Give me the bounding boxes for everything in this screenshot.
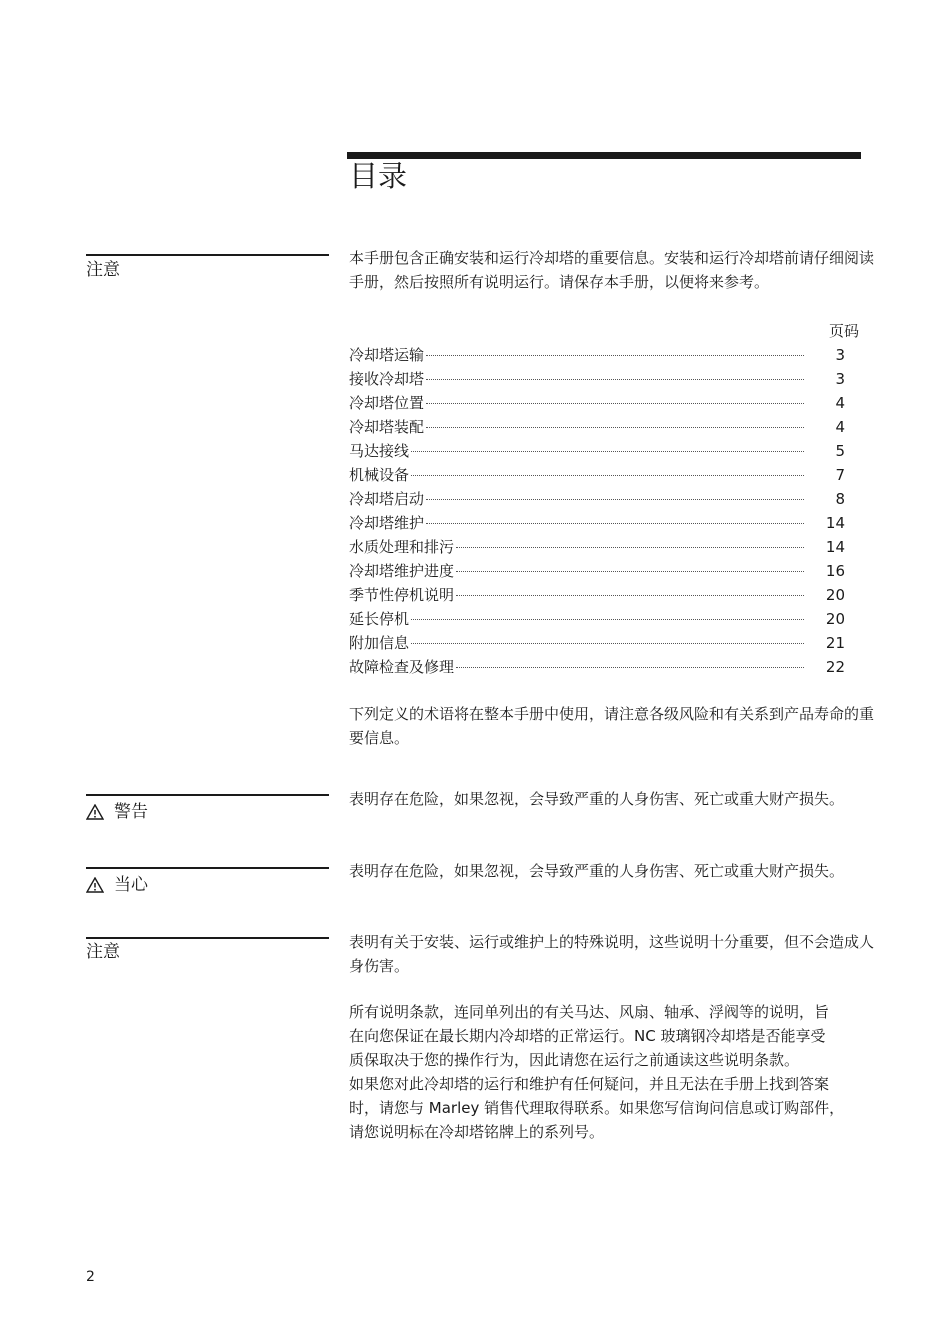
- toc-dot-leader: [411, 451, 804, 452]
- toc-dot-leader: [411, 475, 804, 476]
- toc-page-header: 页码: [829, 322, 860, 340]
- toc-dot-leader: [426, 355, 804, 356]
- toc-entry: [349, 343, 849, 367]
- notice-label-2: 注意: [86, 942, 120, 962]
- title-rule: [347, 152, 861, 159]
- toc-entry: [349, 511, 849, 535]
- toc-entry-page: 8: [835, 490, 845, 508]
- notice-text: 表明有关于安装、运行或维护上的特殊说明，这些说明十分重要，但不会造成人身伤害。: [349, 933, 875, 975]
- toc-entry-page: 20: [825, 586, 845, 604]
- intro-paragraph: 本手册包含正确安装和运行冷却塔的重要信息。安装和运行冷却塔前请仔细阅读手册，然后按照所有说明运行。请保存本手册，以便将来参考。: [349, 249, 875, 291]
- toc-dot-leader: [456, 595, 804, 596]
- caution-text: 表明存在危险，如果忽视，会导致严重的人身伤害、死亡或重大财产损失。: [349, 862, 845, 880]
- page-title: 目录: [349, 159, 408, 193]
- caution-label-text: 当心: [114, 875, 148, 895]
- closing-line: 所有说明条款，连同单列出的有关马达、风扇、轴承、浮阀等的说明，旨: [349, 1003, 830, 1021]
- toc-entry-title: 故障检查及修理: [349, 658, 455, 676]
- toc-entry-title: 季节性停机说明: [349, 586, 455, 604]
- toc-entry: [349, 415, 849, 439]
- warning-text: 表明存在危险，如果忽视，会导致严重的人身伤害、死亡或重大财产损失。: [349, 790, 845, 808]
- toc-entry-title: 接收冷却塔: [349, 370, 425, 388]
- toc-entry: [349, 439, 849, 463]
- toc-entry-title: 冷却塔维护进度: [349, 562, 455, 580]
- caution-rule: [86, 867, 329, 869]
- toc-dot-leader: [456, 547, 804, 548]
- toc-dot-leader: [426, 523, 804, 524]
- page-number: 2: [86, 1269, 95, 1285]
- caution-label: [86, 873, 148, 897]
- toc-dot-leader: [411, 643, 804, 644]
- toc-dot-leader: [426, 427, 804, 428]
- toc-entry-page: 4: [835, 418, 845, 436]
- toc-entry: [349, 559, 849, 583]
- toc-entry: [349, 487, 849, 511]
- closing-line: 时，请您与 Marley 销售代理取得联系。如果您写信询问信息或订购部件，: [349, 1099, 845, 1117]
- notice-label: 注意: [86, 260, 120, 280]
- toc-entry-page: 3: [835, 370, 845, 388]
- toc-entry-title: 冷却塔位置: [349, 394, 425, 412]
- closing-paragraph: [349, 1000, 909, 1144]
- toc-entry-page: 20: [825, 610, 845, 628]
- toc-entry-page: 14: [825, 538, 845, 556]
- toc-entry-title: 马达接线: [349, 442, 410, 460]
- toc-entry: [349, 583, 849, 607]
- toc-dot-leader: [426, 379, 804, 380]
- warning-triangle-icon: [86, 877, 104, 893]
- toc-entry-title: 冷却塔启动: [349, 490, 425, 508]
- toc-entry-page: 3: [835, 346, 845, 364]
- toc-entry-title: 延长停机: [349, 610, 410, 628]
- toc-entry: [349, 655, 849, 679]
- toc-entry-title: 冷却塔维护: [349, 514, 425, 532]
- toc-entry-title: 冷却塔装配: [349, 418, 425, 436]
- toc-entry: [349, 631, 849, 655]
- warning-label: [86, 800, 148, 824]
- toc-dot-leader: [426, 499, 804, 500]
- toc-dot-leader: [411, 619, 804, 620]
- toc-entry-page: 7: [835, 466, 845, 484]
- toc-entry-title: 水质处理和排污: [349, 538, 455, 556]
- notice-rule: [86, 254, 329, 256]
- warning-triangle-icon: [86, 804, 104, 820]
- table-of-contents: [349, 343, 849, 679]
- toc-entry: [349, 367, 849, 391]
- toc-entry-page: 22: [825, 658, 845, 676]
- toc-entry-title: 附加信息: [349, 634, 410, 652]
- toc-entry: [349, 535, 849, 559]
- toc-entry: [349, 463, 849, 487]
- toc-entry-page: 4: [835, 394, 845, 412]
- closing-line: 请您说明标在冷却塔铭牌上的系列号。: [349, 1123, 605, 1141]
- terms-intro-paragraph: 下列定义的术语将在整本手册中使用，请注意各级风险和有关系到产品寿命的重要信息。: [349, 705, 875, 747]
- toc-entry-page: 21: [825, 634, 845, 652]
- toc-entry-page: 14: [825, 514, 845, 532]
- closing-line: 如果您对此冷却塔的运行和维护有任何疑问，并且无法在手册上找到答案: [349, 1075, 830, 1093]
- toc-entry-title: 机械设备: [349, 466, 410, 484]
- toc-entry: [349, 391, 849, 415]
- closing-line: 质保取决于您的操作行为，因此请您在运行之前通读这些说明条款。: [349, 1051, 800, 1069]
- toc-entry-title: 冷却塔运输: [349, 346, 425, 364]
- toc-entry-page: 5: [835, 442, 845, 460]
- warning-rule: [86, 794, 329, 796]
- toc-dot-leader: [456, 667, 804, 668]
- closing-line: 在向您保证在最长期内冷却塔的正常运行。NC 玻璃钢冷却塔是否能享受: [349, 1027, 826, 1045]
- toc-dot-leader: [426, 403, 804, 404]
- toc-entry-page: 16: [825, 562, 845, 580]
- warning-label-text: 警告: [114, 802, 148, 822]
- notice-rule-2: [86, 937, 329, 939]
- toc-entry: [349, 607, 849, 631]
- toc-dot-leader: [456, 571, 804, 572]
